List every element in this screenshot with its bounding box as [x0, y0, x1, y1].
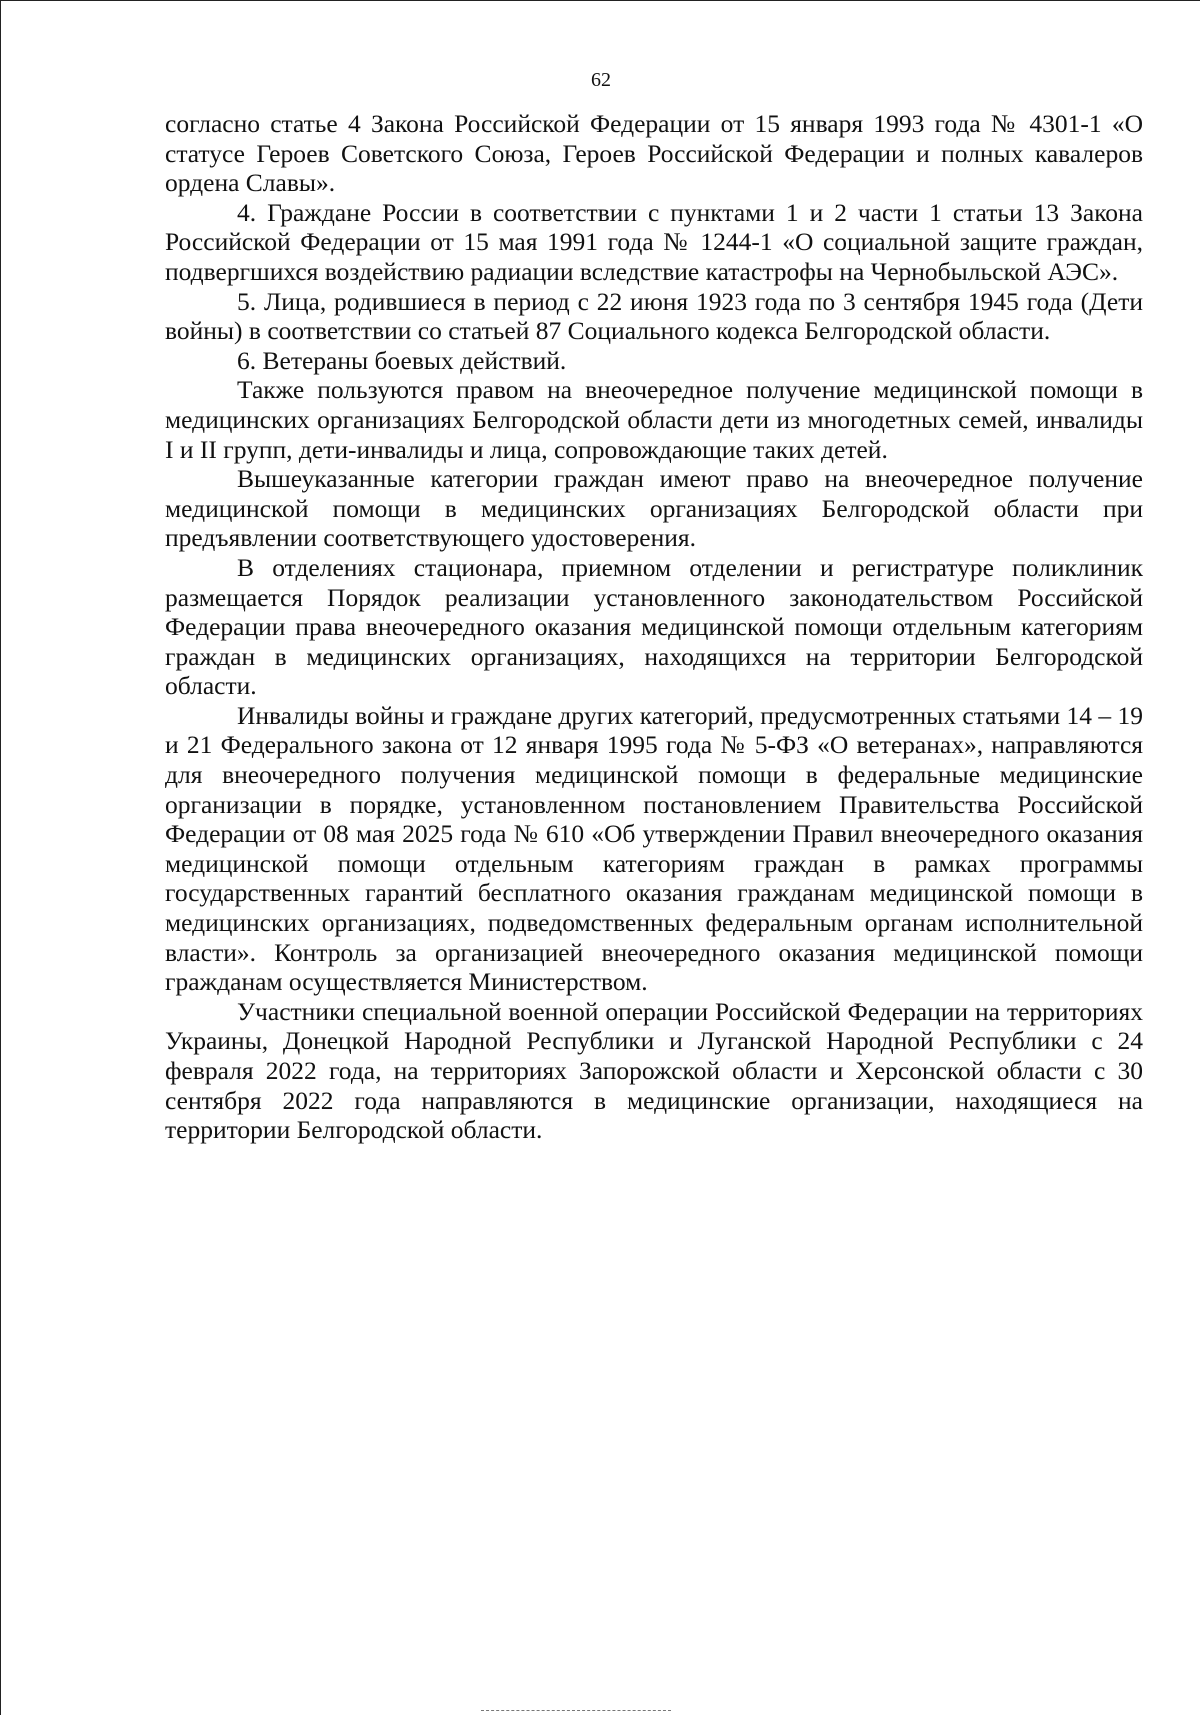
scan-edge-mark: [481, 1710, 671, 1713]
paragraph-5: Также пользуются правом на внеочередное получение медицинской помощи в медицинских организациях Белгородской области дети из многодетных семей, инвалиды I и II групп, дети-инвалиды и лица, сопровождающие таких детей.: [165, 375, 1143, 464]
paragraph-3: 5. Лица, родившиеся в период с 22 июня 1923 года по 3 сентября 1945 года (Дети войны) в соответствии со статьей 87 Социального кодекса Белгородской области.: [165, 286, 1143, 346]
paragraph-1: согласно статье 4 Закона Российской Федерации от 15 января 1993 года № 4301-1 «О статусе Героев Советского Союза, Героев Российской Федерации и полных кавалеров ордена Славы».: [165, 109, 1143, 198]
paragraph-6: Вышеуказанные категории граждан имеют право на внеочередное получение медицинской помощи в медицинских организациях Белгородской области при предъявлении соответствующего удостоверения.: [165, 464, 1143, 553]
paragraph-8: Инвалиды войны и граждане других категорий, предусмотренных статьями 14 – 19 и 21 Федерального закона от 12 января 1995 года № 5-ФЗ «О ветеранах», направляются для внеочередного получения медицинской помощи в федеральные медицинские организации в порядке, установленном постановлением Правительства Российской Федерации от 08 мая 2025 года № 610 «Об утверждении Правил внеочередного оказания медицинской помощи отдельным категориям граждан в рамках программы государственных гарантий бесплатного оказания гражданам медицинской помощи в медицинских организациях, подведомственных федеральным органам исполнительной власти». Контроль за организацией внеочередного оказания медицинской помощи гражданам осуществляется Министерством.: [165, 700, 1143, 997]
page-number: 62: [591, 69, 611, 91]
paragraph-4: 6. Ветераны боевых действий.: [237, 345, 567, 375]
paragraph-2: 4. Граждане России в соответствии с пунктами 1 и 2 части 1 статьи 13 Закона Российской Федерации от 15 мая 1991 года № 1244-1 «О социальной защите граждан, подвергшихся воздействию радиации вследствие катастрофы на Чернобыльской АЭС».: [165, 197, 1143, 286]
document-body: [165, 109, 1143, 1145]
paragraph-9: Участники специальной военной операции Российской Федерации на территориях Украины, Донецкой Народной Республики и Луганской Народной Республики с 24 февраля 2022 года, на территориях Запорожской области и Херсонской области с 30 сентября 2022 года направляются в медицинские организации, находящиеся на территории Белгородской области.: [165, 996, 1143, 1145]
paragraph-7: В отделениях стационара, приемном отделении и регистратуре поликлиник размещается Порядок реализации установленного законодательством Российской Федерации права внеочередного оказания медицинской помощи отдельным категориям граждан в медицинских организациях, находящихся на территории Белгородской области.: [165, 552, 1143, 701]
